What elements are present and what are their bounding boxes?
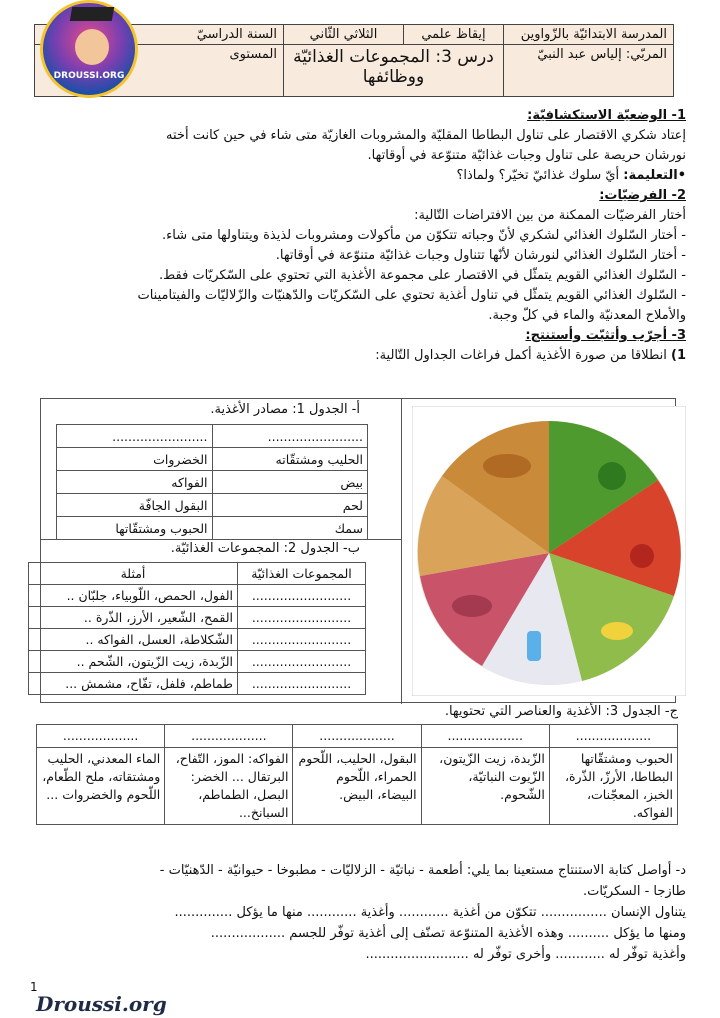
s1-line1: إعتاد شكري الاقتصار على تناول البطاطا المقليّة والمشروبات الغازيّة متى شاء في حين كانت أخته	[166, 128, 686, 143]
table-row	[57, 448, 368, 471]
table-cell: .........................	[238, 673, 366, 695]
instruction-text: أيّ سلوك غذائيّ تخيّر؟ ولماذا؟	[456, 168, 624, 183]
section-3-title: 3- أجرّب وأتثبّت وأستنتج:	[525, 328, 686, 343]
meat-icon	[452, 595, 492, 617]
divider	[401, 399, 402, 704]
conclusion-intro: د- أواصل كتابة الاستنتاج مستعينا بما يلي: أطعمة - نباتيّة - الزلاليّات - مطبوخا - حيوانيّة - الدّهنيّات -	[159, 863, 686, 878]
table-row	[57, 517, 368, 540]
water-bottle-icon	[527, 631, 541, 661]
table-cell: .........................	[238, 585, 366, 607]
table-cell: ...................	[549, 725, 677, 748]
table-cell: الشّكلاطة، العسل، الفواكه ..	[29, 629, 238, 651]
s3-question-1	[26, 346, 686, 366]
table-3	[36, 724, 678, 825]
section-2-title: 2- الفرضيّات:	[599, 188, 686, 203]
hypothesis-1: - أختار السّلوك الغذائي لشكري لأنّ وجباته تتكوّن من مأكولات ومشروبات لذيذة ويتناولها متى شاء.	[161, 228, 686, 243]
graduation-cap-icon	[70, 7, 114, 21]
table-row	[57, 471, 368, 494]
page-number: 1	[30, 980, 38, 994]
bread-icon	[483, 454, 531, 478]
table-cell: الحبوب ومشتقّاتها	[57, 517, 213, 540]
table-cell: البقول، الحليب، اللّحوم الحمراء، اللّحوم البيضاء، البيض.	[293, 748, 421, 825]
table-cell: بيض	[212, 471, 368, 494]
lesson-title: درس 3: المجموعات الغذائيّة ووظائفها	[284, 45, 504, 97]
food-groups-image	[412, 406, 686, 696]
table-cell: البقول الجافّة	[57, 494, 213, 517]
table3-title: ج- الجدول 3: الأغذية والعناصر التي تحتويها.	[444, 704, 678, 719]
table-cell: ...................	[37, 725, 165, 748]
conclusion-line-3: وأغذية توفّر له ............ وأخرى توفّر له .........................	[365, 947, 686, 962]
table-cell: الزّبدة، زيت الزّيتون، الشّحم ..	[29, 651, 238, 673]
table-cell: ...................	[421, 725, 549, 748]
table-cell: الحليب ومشتقّاته	[212, 448, 368, 471]
table-cell: سمك	[212, 517, 368, 540]
avatar	[75, 29, 109, 65]
question-text: انطلاقا من صورة الأغذية أكمل فراغات الجداول التّالية:	[375, 348, 671, 363]
table-cell: لحم	[212, 494, 368, 517]
header-year: السنة الدراسيّ	[35, 25, 284, 45]
table-cell: القمح، الشّعير، الأرز، الذّرة ..	[29, 607, 238, 629]
table-cell: ........................	[57, 425, 213, 448]
conclusion	[26, 860, 686, 965]
table-cell: طماطم، فلفل، تفّاح، مشمش ...	[29, 673, 238, 695]
logo-text: DROUSSI.ORG	[53, 71, 125, 81]
table-cell: ........................	[212, 425, 368, 448]
table-cell: ...................	[165, 725, 293, 748]
header-activity: إيقاظ علمي	[404, 25, 504, 45]
footer-brand: Droussi.org	[36, 992, 167, 1016]
table-1	[56, 424, 368, 540]
instruction-label: •التعليمة:	[623, 168, 686, 183]
broccoli-icon	[598, 462, 626, 490]
header-school: المدرسة الابتدائيّة بالزّواوين	[504, 25, 674, 45]
table2-header-group: المجموعات الغذائيّة	[238, 563, 366, 585]
table-row	[29, 629, 366, 651]
s1-line2: نورشان حريصة على تناول وجبات غذائيّة متنوّعة في أوقاتها.	[367, 148, 686, 163]
section-1-title: 1- الوضعيّة الاستكشافيّة:	[527, 108, 686, 123]
header-teacher: المربّي: إلياس عبد النبيّ	[504, 45, 674, 97]
table-row	[57, 494, 368, 517]
conclusion-intro-2: طازجا - السكريّات.	[582, 884, 686, 899]
table-cell: الفول، الحمص، اللّوبياء، جلبّان ..	[29, 585, 238, 607]
question-number: 1)	[671, 348, 686, 363]
table1-title: أ- الجدول 1: مصادر الأغذية.	[210, 402, 360, 417]
header-term: الثلاثي الثّاني	[284, 25, 404, 45]
table-row	[29, 651, 366, 673]
table-row	[29, 607, 366, 629]
hypothesis-4b: والأملاح المعدنيّة والماء في كلّ وجبة.	[488, 308, 686, 323]
table-cell: ...................	[293, 725, 421, 748]
hypothesis-4a: - السّلوك الغذائي القويم يتمثّل في تناول أغذية تحتوي على السّكريّات والدّهنيّات والزّلاليّات والفيتامينات	[137, 288, 686, 303]
table-cell: .........................	[238, 629, 366, 651]
table-2	[28, 562, 366, 695]
s1-instruction	[26, 166, 686, 186]
table-cell: الفواكه: الموز، التّفاح، البرتقال ... الخضر: البصل، الطماطم، السبانخ...	[165, 748, 293, 825]
s2-intro: أختار الفرضيّات الممكنة من بين الافتراضات التّالية:	[414, 208, 686, 223]
conclusion-line-2: ومنها ما يؤكل .......... وهذه الأغذية المتنوّعة تصنّف إلى أغذية توفّر للجسم ..................	[210, 926, 686, 941]
table-cell: الزّبدة، زيت الزّيتون، الزّيوت النباتيّة، الشّحوم.	[421, 748, 549, 825]
hypothesis-3: - السّلوك الغذائي القويم يتمثّل في الاقتصار على مجموعة الأغذية التي تحتوي على السّكريّات فقط.	[159, 268, 686, 283]
tomato-icon	[630, 544, 654, 568]
table-cell: .........................	[238, 651, 366, 673]
table-cell: الفواكه	[57, 471, 213, 494]
section-text	[26, 106, 686, 366]
conclusion-line-1: يتناول الإنسان ................ تتكوّن من أغذية ............ وأغذية ............ منها ما يؤكل ..............	[174, 905, 686, 920]
table2-header-examples: أمثلة	[29, 563, 238, 585]
lemon-icon	[601, 622, 633, 640]
header-level: المستوى	[35, 45, 284, 97]
table-row	[57, 425, 368, 448]
table-cell: .........................	[238, 607, 366, 629]
table-row	[29, 585, 366, 607]
table-cell: الماء المعدني، الحليب ومشتقاته، ملح الطّعام، اللّحوم والخضروات ...	[37, 748, 165, 825]
table-row	[29, 673, 366, 695]
table-cell: الحبوب ومشتقّاتها البطاطا، الأرزّ، الذّرة، الخبز، المعجّنات، الفواكه.	[549, 748, 677, 825]
table2-title: ب- الجدول 2: المجموعات الغذائيّة.	[170, 541, 360, 556]
hypothesis-2: - أختار السّلوك الغذائي لنورشان لأنّها تتناول وجبات غذائيّة متنوّعة في أوقاتها.	[275, 248, 686, 263]
table-cell: الخضروات	[57, 448, 213, 471]
droussi-logo	[40, 0, 138, 98]
